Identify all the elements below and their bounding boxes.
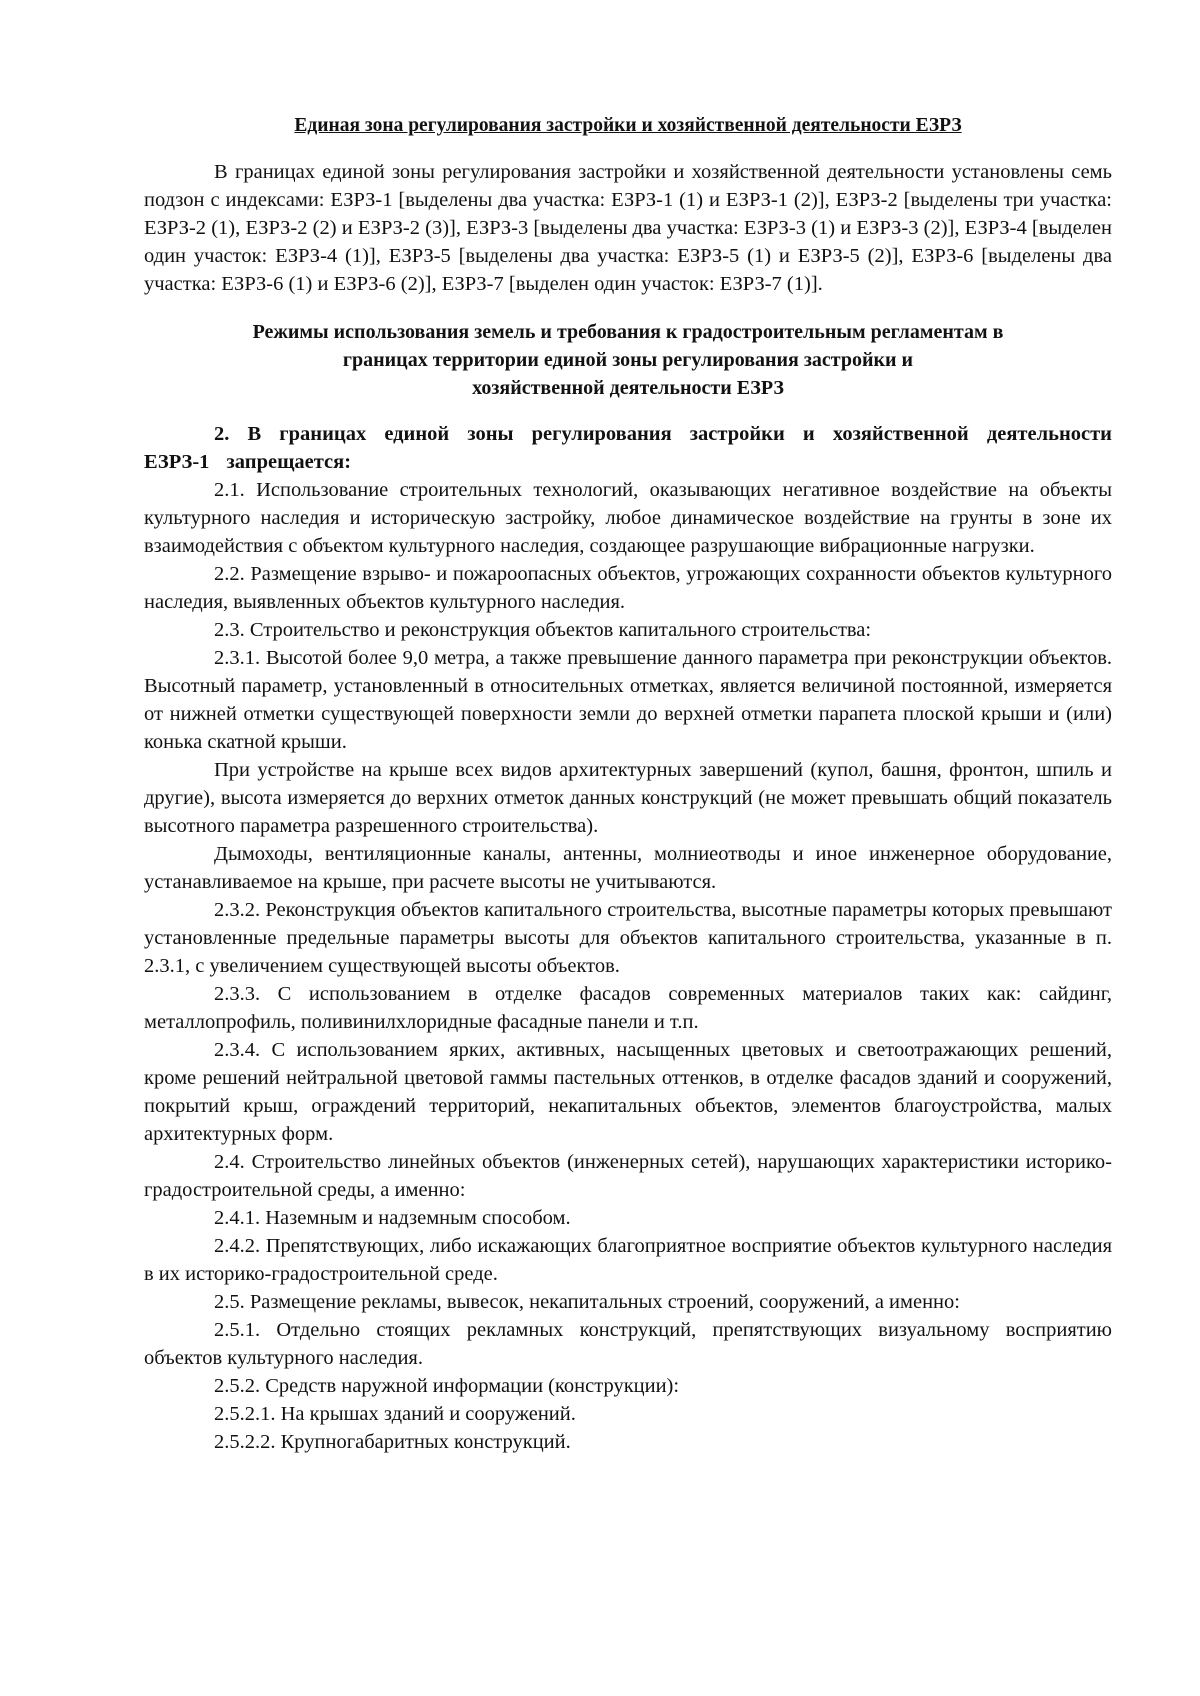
heading-line-3: хозяйственной деятельности ЕЗРЗ [472, 377, 784, 399]
heading-line-2: границах территории единой зоны регулирования застройки и [342, 349, 914, 371]
section-heading [144, 318, 1112, 402]
section-2-title: 2. В границах единой зоны регулирования застройки и хозяйственной деятельности ЕЗРЗ-1 запрещается: [144, 423, 1112, 473]
paragraph-2-3-3: 2.3.3. С использованием в отделке фасадов современных материалов таких как: сайдинг, металлопрофиль, поливинилхлоридные фасадные панели и т.п. [144, 983, 1112, 1033]
paragraph-2-2: 2.2. Размещение взрыво- и пожароопасных объектов, угрожающих сохранности объектов культурного наследия, выявленных объектов культурного наследия. [144, 563, 1112, 613]
paragraph-2-4-1: 2.4.1. Наземным и надземным способом. [214, 1207, 571, 1229]
paragraph-2-5-2-1: 2.5.2.1. На крышах зданий и сооружений. [214, 1403, 576, 1425]
paragraph-2-3-4: 2.3.4. С использованием ярких, активных, насыщенных цветовых и светоотражающих решений, кроме решений нейтральной цветовой гаммы пастельных оттенков, в отделке фасадов зданий и сооружений, покрытий крыш, ограждений территорий, некапитальных объектов, элементов благоустройства, малых архитектурных форм. [144, 1039, 1112, 1145]
paragraph-2-5-2: 2.5.2. Средств наружной информации (конструкции): [214, 1375, 680, 1397]
paragraph-2-4-2: 2.4.2. Препятствующих, либо искажающих благоприятное восприятие объектов культурного наследия в их историко-градостроительной среде. [144, 1235, 1112, 1285]
intro-paragraph: В границах единой зоны регулирования застройки и хозяйственной деятельности установлены семь подзон с индексами: ЕЗРЗ-1 [выделены два участка: ЕЗРЗ-1 (1) и ЕЗРЗ-1 (2)], ЕЗРЗ-2 [выделены три участка: ЕЗРЗ-2 (1), ЕЗРЗ-2 (2) и ЕЗРЗ-2 (3)], ЕЗРЗ-3 [выделены два участка: ЕЗРЗ-3 (1) и ЕЗРЗ-3 (2)], ЕЗРЗ-4 [выделен один участок: ЕЗРЗ-4 (1)], ЕЗРЗ-5 [выделены два участка: ЕЗРЗ-5 (1) и ЕЗРЗ-5 (2)], ЕЗРЗ-6 [выделены два участка: ЕЗРЗ-6 (1) и ЕЗРЗ-6 (2)], ЕЗРЗ-7 [выделен один участок: ЕЗРЗ-7 (1)]. [144, 161, 1112, 295]
document-title: Единая зона регулирования застройки и хозяйственной деятельности ЕЗРЗ [294, 115, 962, 136]
paragraph-2-5-1: 2.5.1. Отдельно стоящих рекламных конструкций, препятствующих визуальному восприятию объектов культурного наследия. [144, 1319, 1112, 1369]
paragraph-2-1: 2.1. Использование строительных технологий, оказывающих негативное воздействие на объекты культурного наследия и историческую застройку, любое динамическое воздействие на грунты в зоне их взаимодействия с объектом культурного наследия, создающее разрушающие вибрационные нагрузки. [144, 479, 1112, 557]
paragraph-2-3-2: 2.3.2. Реконструкция объектов капитального строительства, высотные параметры которых превышают установленные предельные параметры высоты для объектов капитального строительства, указанные в п. 2.3.1, с увеличением существующей высоты объектов. [144, 899, 1112, 977]
heading-line-1: Режимы использования земель и требования к градостроительным регламентам в [252, 321, 1004, 343]
paragraph-2-4: 2.4. Строительство линейных объектов (инженерных сетей), нарушающих характеристики историко-градостроительной среды, а именно: [144, 1151, 1112, 1201]
paragraph-2-3-1: 2.3.1. Высотой более 9,0 метра, а также превышение данного параметра при реконструкции объектов. Высотный параметр, установленный в относительных отметках, является величиной постоянной, измеряется от нижней отметки существующей поверхности земли до верхней отметки парапета плоской крыши и (или) конька скатной крыши. [144, 647, 1112, 753]
paragraph-2-5-2-2: 2.5.2.2. Крупногабаритных конструкций. [214, 1431, 571, 1453]
paragraph-chimneys: Дымоходы, вентиляционные каналы, антенны, молниеотводы и иное инженерное оборудование, устанавливаемое на крыше, при расчете высоты не учитываются. [144, 843, 1112, 893]
paragraph-2-5: 2.5. Размещение рекламы, вывесок, некапитальных строений, сооружений, а именно: [214, 1291, 960, 1313]
paragraph-roof-structures: При устройстве на крыше всех видов архитектурных завершений (купол, башня, фронтон, шпиль и другие), высота измеряется до верхних отметок данных конструкций (не может превышать общий показатель высотного параметра разрешенного строительства). [144, 759, 1112, 837]
paragraph-2-3: 2.3. Строительство и реконструкция объектов капитального строительства: [214, 619, 872, 641]
document-page [144, 112, 1112, 1456]
